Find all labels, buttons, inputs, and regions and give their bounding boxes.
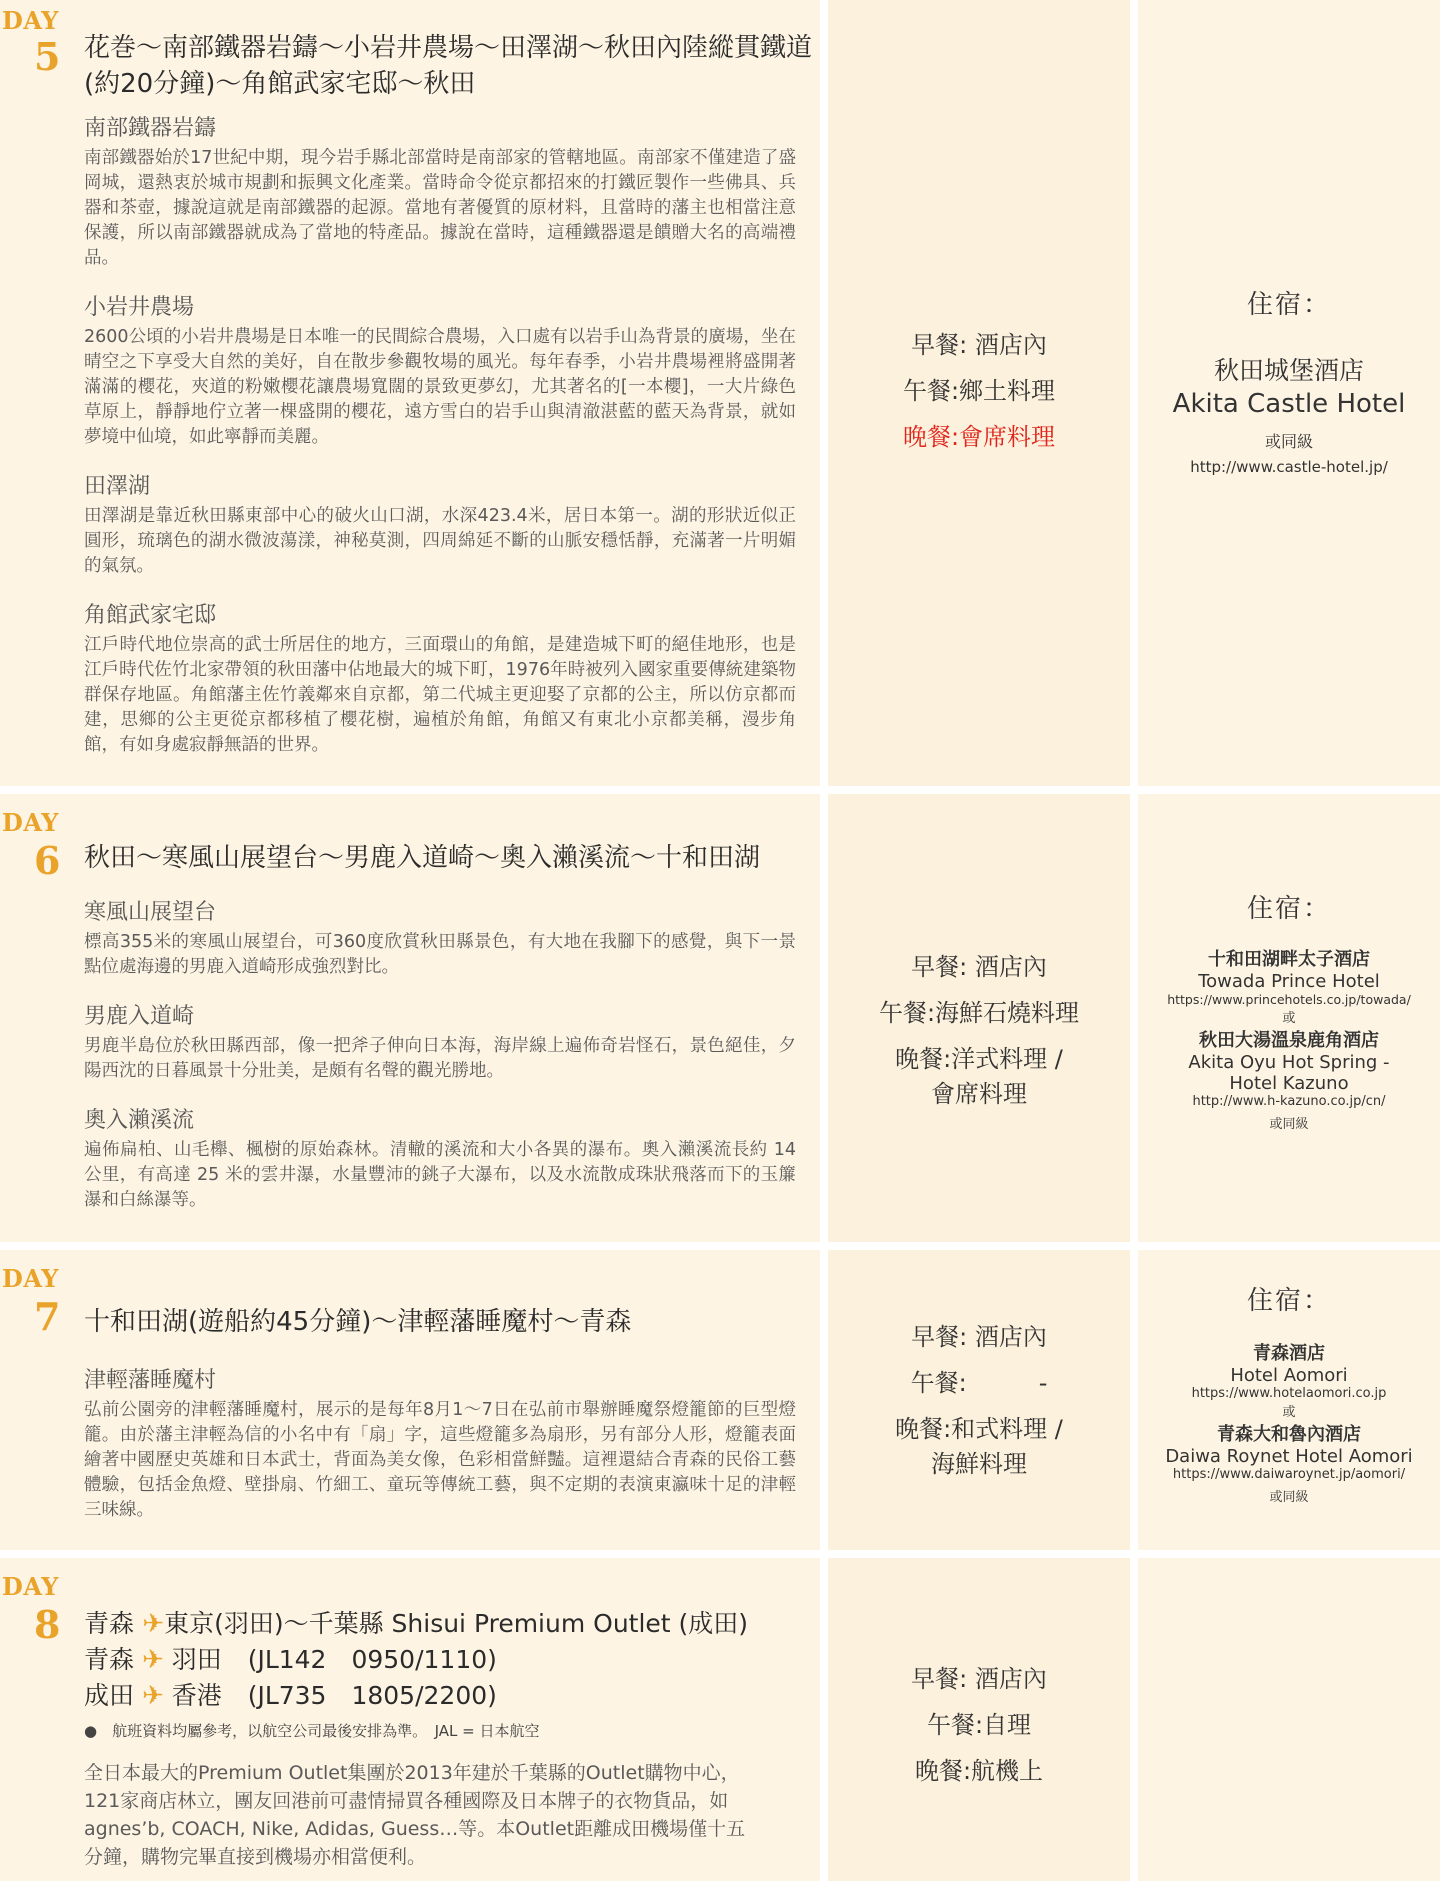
section-title: 角館武家宅邸 (84, 603, 217, 628)
breakfast: 早餐: 酒店內 (911, 953, 1047, 981)
day-number: 6 (34, 838, 61, 883)
section-text: 2600公頃的小岩井農場是日本唯一的民間綜合農場，入口處有以岩手山為背景的廣場，坐在晴空之下享受大自然的美好，自在散步參觀牧場的風光。每年春季，小岩井農場裡將盛開著滿滿的櫻花，夾道的粉嫩櫻花讓農場寬闊的景致更夢幻，尤其著名的[一本櫻]，一大片綠色草原上，靜靜地佇立著一棵盛開的櫻花，遠方雪白的岩手山與清澈湛藍的藍天為背景，就如夢境中仙境，如此寧靜而美麗。 (84, 327, 796, 447)
day-8-meals-cell (828, 1558, 1130, 1881)
or-similar: 或同級 (1269, 1117, 1309, 1132)
day-6-row (0, 794, 1440, 1242)
meals-list (828, 322, 1130, 460)
route-title: 十和田湖(遊船約45分鐘)～津輕藩睡魔村～青森 (84, 1307, 632, 1337)
section-text: 男鹿半島位於秋田縣西部，像一把斧子伸向日本海，海岸線上遍佈奇岩怪石，景色絕佳，夕陽西沈的日暮風景十分壯美，是頗有名聲的觀光勝地。 (84, 1036, 796, 1081)
day-6-hotel-cell (1138, 794, 1440, 1242)
flight-code: (JL142 0950/1110) (247, 1645, 497, 1674)
hotel-url[interactable]: https://www.hotelaomori.co.jp (1191, 1386, 1387, 1401)
day-label: DAY (2, 6, 59, 35)
day-8-row (0, 1558, 1440, 1881)
day-label: DAY (2, 1572, 59, 1601)
section-title: 奧入瀨溪流 (84, 1108, 195, 1133)
sections (84, 1366, 796, 1545)
hotel-url-2[interactable]: http://www.h-kazuno.co.jp/cn/ (1192, 1094, 1386, 1109)
airplane-icon: ✈ (141, 1645, 164, 1675)
flight-to: 香港 (171, 1681, 222, 1710)
hotel-url-2[interactable]: https://www.daiwaroynet.jp/aomori/ (1172, 1467, 1406, 1482)
meals-list (828, 944, 1130, 1106)
section-text: 標高355米的寒風山展望台，可360度欣賞秋田縣景色，有大地在我腳下的感覺，與下一景點位處海邊的男鹿入道崎形成強烈對比。 (84, 932, 796, 977)
day-6-meals-cell (828, 794, 1130, 1242)
route-start: 青森 (84, 1609, 135, 1638)
hotel-name-zh-2: 秋田大湯溫泉鹿角酒店 (1199, 1030, 1379, 1051)
day-number: 7 (34, 1294, 61, 1339)
breakfast: 早餐: 酒店內 (911, 1665, 1047, 1693)
section (84, 1366, 796, 1523)
day-7-row (0, 1250, 1440, 1550)
stay-label: 住宿： (1246, 894, 1331, 924)
hotel-name-en-2: Daiwa Roynet Hotel Aomori (1165, 1446, 1413, 1467)
section-title: 寒風山展望台 (84, 900, 217, 925)
lunch: 午餐:鄉土料理 (902, 377, 1056, 405)
section-title: 小岩井農場 (84, 295, 195, 320)
breakfast: 早餐: 酒店內 (911, 331, 1047, 359)
sections (84, 114, 796, 780)
hotel-name-en: Hotel Aomori (1230, 1365, 1348, 1386)
hotel-info (1138, 284, 1440, 476)
day-number: 5 (34, 34, 61, 79)
section-title: 津輕藩睡魔村 (84, 1368, 217, 1393)
dinner-alt: 海鮮料理 (931, 1450, 1027, 1478)
lunch: 午餐: - (910, 1369, 1048, 1397)
hotel-name-en-2a: Akita Oyu Hot Spring - (1188, 1052, 1390, 1073)
day-5-row (0, 0, 1440, 786)
sections (84, 898, 796, 1235)
day-5-itinerary-cell (0, 0, 820, 786)
lunch: 午餐:海鮮石燒料理 (878, 999, 1080, 1027)
flight-note: ● 航班資料均屬參考，以航空公司最後安排為準。 JAL = 日本航空 (84, 1722, 540, 1740)
section (84, 1002, 796, 1084)
section-text: 南部鐵器始於17世紀中期，現今岩手縣北部當時是南部家的管轄地區。南部家不僅建造了盛岡城，還熱衷於城市規劃和振興文化產業。當時命令從京都招來的打鐵匠製作一些佛具、兵器和茶壺，據說這就是南部鐵器的起源。當地有著優質的原材料，且當時的藩主也相當注意保護，所以南部鐵器就成為了當地的特產品。據說在當時，這種鐵器還是饋贈大名的高端禮品。 (84, 148, 796, 268)
stay-label: 住宿： (1246, 290, 1331, 320)
day-6-itinerary-cell (0, 794, 820, 1242)
section (84, 114, 796, 271)
stay-label: 住宿： (1246, 1286, 1331, 1316)
day-8-itinerary-cell (0, 1558, 820, 1881)
hotel-name-zh: 秋田城堡酒店 (1213, 356, 1364, 385)
hotel-name-en: Towada Prince Hotel (1198, 971, 1380, 992)
hotel-url[interactable]: https://www.princehotels.co.jp/towada/ (1167, 992, 1411, 1007)
outlet-description: 全日本最大的Premium Outlet集團於2013年建於千葉縣的Outlet購物中心，121家商店林立，團友回港前可盡情掃買各種國際及日本牌子的衣物貨品，如agnes’b, COACH, Nike, Adidas, Guess…等。本Outlet距離成田機場僅十五分鐘，購物完畢直接到機場亦相當便利。 (84, 1762, 746, 1868)
hotel-name-en-2b: Hotel Kazuno (1229, 1073, 1349, 1094)
meals-list (828, 1314, 1130, 1476)
section-text: 田澤湖是靠近秋田縣東部中心的破火山口湖，水深423.4米，居日本第一。湖的形狀近似正圓形，琉璃色的湖水微波蕩漾，神秘莫測，四周綿延不斷的山脈安穩恬靜，充滿著一片明媚的氣氛。 (84, 506, 796, 576)
dinner-alt: 會席料理 (931, 1080, 1027, 1108)
breakfast: 早餐: 酒店內 (911, 1323, 1047, 1351)
hotel-name-zh: 十和田湖畔太子酒店 (1208, 949, 1370, 970)
airplane-icon: ✈ (141, 1681, 164, 1711)
section (84, 293, 796, 450)
section-text: 江戶時代地位崇高的武士所居住的地方，三面環山的角館，是建造城下町的絕佳地形，也是江戶時代佐竹北家帶領的秋田藩中佔地最大的城下町，1976年時被列入國家重要傳統建築物群保存地區。角館藩主佐竹義鄰來自京都，第二代城主更迎娶了京都的公主，所以仿京都而建，思鄉的公主更從京都移植了櫻花樹，遍植於角館，角館又有東北小京都美稱，漫步角館，有如身處寂靜無語的世界。 (84, 635, 796, 755)
or-label: 或 (1282, 1011, 1296, 1026)
flight-to: 羽田 (171, 1645, 222, 1674)
section-title: 南部鐵器岩鑄 (84, 116, 217, 141)
section (84, 898, 796, 980)
hotel-name-en: Akita Castle Hotel (1172, 389, 1406, 419)
or-label: 或 (1282, 1405, 1296, 1420)
airplane-icon: ✈ (134, 1609, 165, 1639)
section-title: 田澤湖 (84, 474, 151, 499)
day-number: 8 (34, 1602, 61, 1647)
dinner: 晚餐:會席料理 (902, 423, 1056, 451)
day-7-hotel-cell (1138, 1250, 1440, 1550)
day-7-itinerary-cell (0, 1250, 820, 1550)
dinner: 晚餐:洋式料理 / (895, 1045, 1063, 1073)
flight-from: 青森 (84, 1645, 135, 1674)
day-label: DAY (2, 808, 59, 837)
day-8-content (84, 1606, 814, 1871)
hotel-name-zh: 青森酒店 (1253, 1343, 1325, 1364)
flight-code: (JL735 1805/2200) (247, 1681, 497, 1710)
hotel-url[interactable]: http://www.castle-hotel.jp/ (1190, 458, 1388, 476)
meals-list (828, 1656, 1130, 1794)
dinner: 晚餐:航機上 (914, 1757, 1044, 1785)
day-7-meals-cell (828, 1250, 1130, 1550)
day-5-hotel-cell (1138, 0, 1440, 786)
hotel-info (1138, 1280, 1440, 1505)
section (84, 472, 796, 579)
day-8-hotel-cell (1138, 1558, 1440, 1881)
route-title (84, 1606, 814, 1642)
dinner: 晚餐:和式料理 / (895, 1415, 1063, 1443)
route-rest: 東京(羽田)～千葉縣 Shisui Premium Outlet (成田) (164, 1609, 749, 1638)
or-similar: 或同級 (1269, 1490, 1309, 1505)
day-5-meals-cell (828, 0, 1130, 786)
section (84, 1106, 796, 1213)
hotel-name-zh-2: 青森大和魯內酒店 (1217, 1424, 1361, 1445)
or-similar: 或同級 (1264, 432, 1313, 451)
lunch: 午餐:自理 (926, 1711, 1032, 1739)
flight-row (84, 1678, 814, 1714)
flight-row (84, 1642, 814, 1678)
section-title: 男鹿入道崎 (84, 1004, 195, 1029)
flight-from: 成田 (84, 1681, 135, 1710)
section (84, 601, 796, 758)
section-text: 遍佈扁柏、山毛櫸、楓樹的原始森林。清轍的溪流和大小各異的瀑布。奧入瀨溪流長約 14 公里，有高達 25 米的雲井瀑，水量豐沛的銚子大瀑布，以及水流散成珠狀飛落而下的玉簾瀑和白絲瀑等。 (84, 1140, 796, 1210)
section-text: 弘前公園旁的津輕藩睡魔村，展示的是每年8月1～7日在弘前市舉辦睡魔祭燈籠節的巨型燈籠。由於藩主津輕為信的小名中有「扇」字，這些燈籠多為扇形，另有部分人形，燈籠表面繪著中國歷史英雄和日本武士，背面為美女像，色彩相當鮮豔。這裡還結合青森的民俗工藝體驗，包括金魚燈、壁掛扇、竹細工、童玩等傳統工藝，與不定期的表演東瀛味十足的津輕三味線。 (84, 1400, 796, 1520)
route-title: 花巻～南部鐵器岩鑄～小岩井農場～田澤湖～秋田內陸縱貫鐵道(約20分鐘)～角館武家宅邸～秋田 (84, 33, 813, 99)
day-label: DAY (2, 1264, 59, 1293)
route-title: 秋田～寒風山展望台～男鹿入道崎～奧入瀨溪流～十和田湖 (84, 843, 761, 873)
hotel-info (1138, 888, 1440, 1132)
